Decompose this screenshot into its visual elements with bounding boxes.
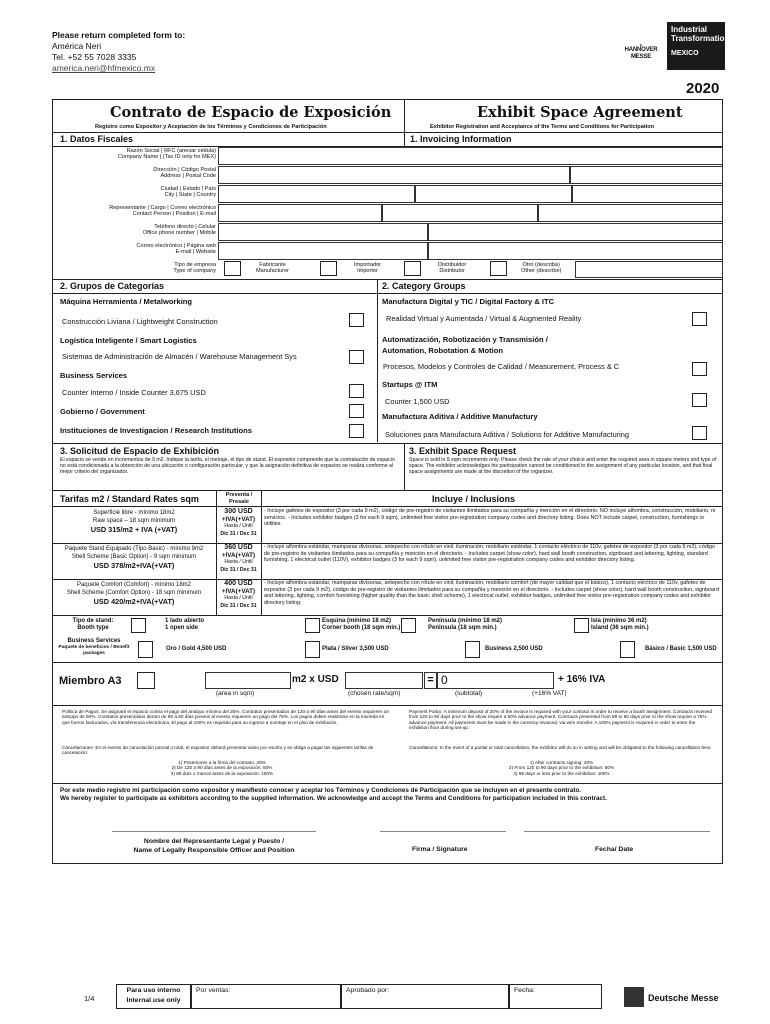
- field-label-address: Dirección | Código Postal Address | Postal Code: [153, 167, 216, 180]
- booth-island-checkbox[interactable]: [574, 618, 589, 633]
- type-manufacturer-checkbox[interactable]: [224, 261, 241, 276]
- representative-field[interactable]: [112, 818, 316, 832]
- cat-government-checkbox[interactable]: [349, 404, 364, 418]
- cat-research-checkbox[interactable]: [349, 424, 364, 438]
- pkg-business-label: Business 2,500 USD: [485, 646, 543, 652]
- state-field[interactable]: [415, 185, 572, 203]
- pkg-silver-label: Plata / Silver 3,500 USD: [322, 646, 389, 652]
- cat-lightweight-checkbox[interactable]: [349, 313, 364, 327]
- rate-row-2-label: Paquete Comfort (Comfort) - mínimo 18m2 Shell Scheme (Comfort Option) - 18 sqm minimum USD 420/m2+IVA(+VAT): [66, 582, 202, 606]
- signature-field[interactable]: [380, 818, 506, 832]
- rate-row-2-inclusions: - Incluye alfombra estándar, mamparas divisorias, antepecho con rótulo en vinil, iluminación, mobiliario comfort (de mayor calidad que el básico), 1 contacto eléctrico de 110v, gafetes de expositor (3 por cada 9 m2), código de pre-registro de visitantes ilimitados para su compañía y mención en el directorio. - Includes carpet (show color), hard wall booth construction, signboard and lettering, lighting, comfort furnishing (higher quality than the basic shell scheme), 1 electrical outlet, exhibitor badges, unlimited free visitor pre-registration company codes and exhibitor directory listing.: [264, 580, 719, 606]
- type-distributor-label: Distribuidor Distributor: [438, 262, 467, 275]
- rates-header: Tarifas m2 / Standard Rates sqm: [60, 494, 199, 504]
- cat-smart-logistics: Logística Inteligente / Smart Logistics: [60, 336, 197, 345]
- type-importer-checkbox[interactable]: [320, 261, 337, 276]
- sec3-title-es: 3. Solicitud de Espacio de Exhibición: [60, 446, 220, 456]
- cat-automation-es: Automatización, Robotización y Transmisión /: [382, 335, 548, 344]
- agreement-text: Por este medio registro mi participación como expositor y manifiesto conocer y aceptar los Términos y Condiciones de Participación que se incluyen en el presente contrato. We hereby register to participate as exhibitors according to the supplied information. We acknowledge and accept the Terms and Conditions for participation included in this contract.: [60, 787, 607, 802]
- hannover-logo: ▮ HANNOVER MESSE: [624, 43, 658, 60]
- pkg-gold-label: Oro / Gold 4,500 USD: [166, 646, 227, 652]
- approved-box[interactable]: Aprobado por:: [341, 984, 509, 1009]
- deutsche-messe-icon: [624, 987, 644, 1007]
- title-es: Contrato de Espacio de Exposición: [110, 104, 392, 121]
- cat-inside-counter-checkbox[interactable]: [349, 384, 364, 398]
- company-field[interactable]: [218, 147, 723, 165]
- booth-island-label: Isla (mínimo 36 m2) Island (36 sqm min.): [591, 618, 649, 631]
- footer-date-box[interactable]: Fecha:: [509, 984, 602, 1009]
- cat-quality: Procesos, Modelos y Controles de Calidad / Measurement, Process & C: [383, 362, 620, 371]
- industrial-transformation-logo: Industrial Transformation MEXICO: [667, 22, 725, 70]
- payment-policy-es: Política de Pagos: Se asignará el espacio contra el pago del anticipo mínimo del 20%. Contratos presentados de 120 a 90 días antes del evento requieren un anticipo de 50%. Contratos presentados dentro de 89 a 60 días previos al evento requieren un pago del 75%. Los pagos deben realizarse en la moneda en que fueron facturados, vía transferencia electrónica. El pago al 100% es requisito para su ingreso a montaje en el piso de exhibición.: [62, 709, 390, 725]
- booth-corner-label: Esquina (mínimo 18 m2) Corner booth (18 sqm min.): [322, 618, 401, 631]
- area-sqm-field[interactable]: [205, 672, 291, 689]
- position-field[interactable]: [382, 204, 538, 222]
- cancellation-en: Cancellations: In the event of a partial or total cancellation, the exhibitor will do so in writing and will be obligated to the following cancellation fees:: [409, 745, 712, 750]
- subtitle-en: Exhibitor Registration and Acceptance of the Terms and Conditions for Participation: [430, 124, 655, 130]
- cat-vr-ar: Realidad Virtual y Aumentada / Virtual & Augmented Reality: [386, 314, 582, 323]
- year: 2020: [686, 80, 720, 97]
- cat-counter-checkbox[interactable]: [692, 393, 707, 407]
- field-label-city: Ciudad | Estado | País City | State | Country: [160, 186, 216, 199]
- company-type-label: Tipo de empresa Type of company: [173, 262, 216, 275]
- booth-1side-checkbox[interactable]: [131, 618, 146, 633]
- cat-warehouse: Sistemas de Administración de Almacén / Warehouse Management Sys: [62, 352, 297, 361]
- email-field[interactable]: [218, 242, 428, 260]
- field-label-web: Correo electrónico | Página web E-mail | Website: [136, 243, 216, 256]
- sec2-title-en: 2. Category Groups: [382, 281, 466, 291]
- sec2-title-es: 2. Grupos de Categorías: [60, 281, 165, 291]
- rate-row-2-presale: 400 USD +IVA(+VAT) Hasta / Until Dic 31 / Dec 31: [220, 580, 257, 609]
- city-field[interactable]: [218, 185, 415, 203]
- contact-email-field[interactable]: [538, 204, 723, 222]
- rate-row-1-label: Paquete Stand Equipado (Tipo Basic) - mínimo 9m2 Shell Scheme (Basic Option) - 9 sqm minimum USD 378/m2+IVA(+VAT): [64, 546, 204, 570]
- cat-research: Instituciones de Investigacion / Research Institutions: [60, 426, 252, 435]
- m2-x-usd-label: m2 x USD: [292, 674, 339, 685]
- type-other-label: Otro (describa) Other (describe): [521, 262, 562, 275]
- cat-quality-checkbox[interactable]: [692, 362, 707, 376]
- pkg-silver-checkbox[interactable]: [305, 641, 320, 658]
- cat-startups: Startups @ ITM: [382, 380, 438, 389]
- member-a3-label: Miembro A3: [59, 675, 122, 687]
- country-field[interactable]: [572, 185, 723, 203]
- office-phone-field[interactable]: [218, 223, 428, 241]
- cat-digital-factory: Manufactura Digital y TIC / Digital Factory & ITC: [382, 297, 555, 306]
- pkg-gold-checkbox[interactable]: [138, 641, 153, 658]
- title-en: Exhibit Space Agreement: [477, 104, 683, 121]
- page-number: 1/4: [84, 994, 95, 1003]
- cat-warehouse-checkbox[interactable]: [349, 350, 364, 364]
- rate-row-0-presale: 300 USD +IVA(+VAT) Hasta / Until Dic 31 / Dec 31: [220, 508, 257, 537]
- deutsche-messe-logo: Deutsche Messe: [648, 993, 719, 1003]
- type-other-field[interactable]: [575, 261, 723, 278]
- cat-additive-solutions-checkbox[interactable]: [692, 426, 707, 440]
- type-distributor-checkbox[interactable]: [404, 261, 421, 276]
- contact-name: América Neri: [52, 41, 102, 51]
- cancellation-es-list: 1) Posteriores a la firma del contrato: 20% 2) De 120 a 90 días antes de la exposición: 50% 3) 89 días o menos antes de la exposición: 100%: [170, 760, 274, 776]
- inclusions-header: Incluye / Inclusions: [432, 494, 516, 504]
- contact-person-field[interactable]: [218, 204, 382, 222]
- vat-caption: (+16% VAT): [532, 690, 567, 697]
- cat-metalworking: Máquina Herramienta / Metalworking: [60, 297, 193, 306]
- type-importer-label: Importador Importer: [354, 262, 382, 275]
- return-line: Please return completed form to:: [52, 30, 186, 40]
- cat-additive-solutions: Soluciones para Manufactura Aditiva / Solutions for Additive Manufacturing: [385, 430, 630, 439]
- date-field[interactable]: [524, 818, 710, 832]
- cat-automation-en: Automation, Robotation & Motion: [382, 346, 504, 355]
- rate-row-1-presale: 360 USD +IVA(+VAT) Hasta / Until Dic 31 / Dec 31: [220, 544, 257, 573]
- field-label-company: Razón Social | RFC (anexar cédula) Company Name | (Tax ID only for MEX): [117, 148, 216, 161]
- cancellation-es: Cancelaciones: En el evento de cancelación parcial o total, el expositor deberá presentar aviso por escrito y se obliga a pagar las siguientes tarifas de cancelación:: [62, 745, 374, 756]
- presale-header: Preventa / Presale: [225, 492, 253, 505]
- sec1-title-es: 1. Datos Fiscales: [60, 134, 134, 144]
- sec1-title-en: 1. Invoicing Information: [410, 134, 512, 144]
- cancellation-en-list: 1) After contracts signing: 20% 2) From 120 to 90 days prior to the exhibition: 50% 3) 89 days or less prior to the exhibition: 100%: [508, 760, 615, 776]
- rate-row-0-label: Superficie libre - mínimo 18m2 Raw space – 18 sqm minimum USD 315/m2 + IVA (+VAT): [90, 510, 178, 534]
- booth-peninsula-label: Península (mínimo 18 m2) Peninsula (18 sqm min.): [428, 618, 503, 631]
- sec3-text-es: El espacio se vende en incrementos de 9 m2. Indique la tarifa, el metraje, el tipo de stand. El expositor comprende que la contratación de espacio no está condicionada a la obtención de una ubicación o configuración particular, y que la asignación definitiva de espacios se realiza conforme al mejor criterio del organizador.: [60, 457, 395, 476]
- area-caption: (area in sqm): [216, 690, 255, 697]
- booth-1side-label: 1 lado abierto 1 open side: [165, 618, 205, 631]
- address-field[interactable]: [218, 166, 570, 184]
- booth-type-label: Tipo de stand: Booth type: [72, 618, 114, 631]
- cat-additive: Manufactura Aditiva / Additive Manufactury: [382, 412, 538, 421]
- cat-business-services: Business Services: [60, 371, 128, 380]
- subtotal-field[interactable]: 0: [437, 672, 554, 689]
- type-manufacturer-label: Fabricante Manufacturer: [256, 262, 289, 275]
- rate-row-0-inclusions: - Incluye gafetes de expositor (3 por cada 9 m2), código de pre-registro de visitantes ilimitados para su compañía y mención en el directorio. NO incluye alfombra, construcción, mobiliario, ni servicios. - Includes exhibitor badges (3 for each 9 sqm), unlimited free visitor pre-registration company codes and directory listing. Does NOT include carpet, construction, furnishings or utilities.: [264, 508, 716, 528]
- rate-field[interactable]: [345, 672, 423, 689]
- pkg-business-checkbox[interactable]: [465, 641, 480, 658]
- cat-lightweight: Construcción Liviana / Lightweight Construction: [62, 317, 218, 326]
- postal-code-field[interactable]: [570, 166, 723, 184]
- mobile-field[interactable]: [428, 223, 723, 241]
- signature-label: Firma / Signature: [412, 846, 468, 853]
- cat-government: Gobierno / Government: [60, 407, 145, 416]
- internal-use-box: Para uso interno Internal use only: [116, 984, 191, 1009]
- cat-inside-counter: Counter Interno / Inside Counter 3,675 USD: [62, 388, 206, 397]
- cat-counter: Counter 1,500 USD: [385, 397, 450, 406]
- subtotal-caption: (subtotal): [455, 690, 483, 697]
- pkg-basic-label: Básico / Basic 1,500 USD: [645, 646, 717, 652]
- sec3-title-en: 3. Exhibit Space Request: [409, 446, 517, 456]
- return-block: [52, 30, 185, 74]
- contact-email[interactable]: america.neri@hfmexico.mx: [52, 63, 156, 73]
- contact-tel: Tel. +52 55 7028 3335: [52, 52, 137, 62]
- business-services-label: Business Services Paquete de beneficios / Benefit packages: [58, 638, 130, 656]
- field-label-contact: Representante | Cargo | Correo electrónico Contact Person | Position | E-mail: [109, 205, 216, 218]
- subtitle-es: Registro como Expositor y Aceptación de los Términos y Condiciones de Participación: [95, 124, 327, 130]
- pkg-basic-checkbox[interactable]: [620, 641, 635, 658]
- booth-peninsula-checkbox[interactable]: [401, 618, 416, 633]
- website-field[interactable]: [428, 242, 723, 260]
- payment-policy-en: Payment Policy: A minimum deposit of 20% of the invoice is required with your contract in order to receive a booth assignment. Contracts received from 120 to 90 days prior to the show require a 50% advance payment. Contracts presented from 89 to 60 days prior to the show require a 75% advance payment. All payments must be made in the currency invoiced, via wire transfer. A 100% payment is required in order to enter the exhibition floor during set-up.: [409, 709, 713, 731]
- member-a3-checkbox[interactable]: [137, 672, 155, 689]
- field-label-phone: Teléfono directo | Celular Office phone number | Mobile: [142, 224, 216, 237]
- cat-vr-ar-checkbox[interactable]: [692, 312, 707, 326]
- date-label: Fecha/ Date: [595, 846, 634, 853]
- type-other-checkbox[interactable]: [490, 261, 507, 276]
- sales-box[interactable]: Por ventas:: [191, 984, 341, 1009]
- rate-row-1-inclusions: - Incluye alfombra estándar, mamparas divisorias, antepecho con rótulo en vinil, iluminación, mobiliario estándar, 1 contacto eléctrico de 110v, gafetes de expositor (3 por cada 9 m2), código de pre-registro de visitantes ilimitados para su compañía y mención en el directorio. - Includes carpet (show color), hard wall booth construction, signboard and lettering, lighting, standard furnishing, 1 electrical outlet (110V), exhibitor badges (3 for each 9 sqm), unlimited free visitor pre-registration company codes and exhibitor directory listing.: [264, 544, 716, 564]
- representative-label: Nombre del Representante Legal y Puesto / Name of Legally Responsible Officer and Position: [133, 838, 295, 854]
- rate-caption: (chosen rate/sqm): [348, 690, 401, 697]
- sec3-text-en: Space is sold in 9 sqm increments only. Please check the rate of your choice and enter the required area in square meters and type of space. The exhibitor acknowledges his participation cannot be conditioned to the assignment of any particular location, and that final space assignments are made at the discretion of the organizer.: [409, 457, 717, 476]
- equals-sign: =: [424, 672, 437, 689]
- vat-label: + 16% IVA: [558, 674, 606, 685]
- booth-corner-checkbox[interactable]: [305, 618, 320, 633]
